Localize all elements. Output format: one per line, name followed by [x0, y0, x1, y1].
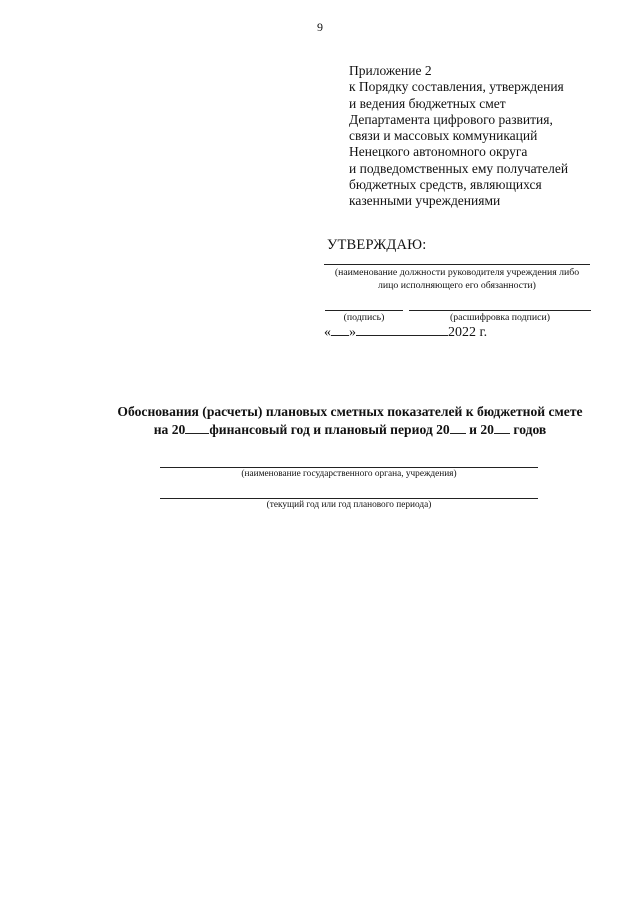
decoding-caption: (расшифровка подписи)	[449, 312, 550, 323]
position-caption	[324, 266, 590, 292]
annex-line: бюджетных средств, являющихся	[349, 177, 542, 193]
document-title-line2	[0, 421, 640, 439]
annex-line: и ведения бюджетных смет	[349, 95, 506, 111]
approval-date	[324, 324, 487, 341]
document-title-line1: Обоснования (расчеты) плановых сметных показателей к бюджетной смете	[117, 404, 583, 419]
approval-title: УТВЕРЖДАЮ:	[327, 237, 427, 253]
day-blank	[331, 324, 349, 336]
annex-line: и подведомственных ему получателей	[349, 160, 569, 176]
annex-line: связи и массовых коммуникаций	[349, 128, 538, 144]
position-line	[324, 264, 590, 265]
period-line	[160, 498, 538, 499]
title-middle: финансовый год и плановый период 20	[209, 422, 450, 437]
decoding-line	[409, 310, 591, 311]
title-prefix: на 20	[153, 422, 186, 437]
organization-line	[160, 467, 538, 468]
annex-line: казенными учреждениями	[349, 193, 501, 209]
title-and: и 20	[469, 422, 494, 437]
organization-caption: (наименование государственного органа, учреждения)	[241, 469, 457, 479]
signature-caption: (подпись)	[343, 312, 385, 323]
title-suffix: годов	[513, 422, 547, 437]
year-blank	[185, 421, 209, 434]
annex-line: Приложение 2	[349, 63, 432, 78]
period-caption: (текущий год или год планового периода)	[266, 500, 432, 510]
page-number: 9	[317, 20, 323, 34]
document-title	[0, 403, 640, 439]
signature-line	[325, 310, 403, 311]
annex-line: Департамента цифрового развития,	[349, 111, 553, 127]
date-open-quote: «	[324, 325, 331, 340]
date-year: 2022 г.	[448, 325, 488, 340]
plan-year2-blank	[494, 421, 510, 434]
position-caption-line2: лицо исполняющего его обязанности)	[378, 280, 536, 291]
position-caption-line1: (наименование должности руководителя учреждения либо	[334, 267, 580, 278]
date-close-quote: »	[349, 325, 356, 340]
annex-line: Ненецкого автономного округа	[349, 144, 528, 160]
annex-block	[349, 63, 568, 210]
plan-year1-blank	[450, 421, 466, 434]
month-blank	[356, 324, 448, 336]
annex-line: к Порядку составления, утверждения	[349, 79, 564, 95]
